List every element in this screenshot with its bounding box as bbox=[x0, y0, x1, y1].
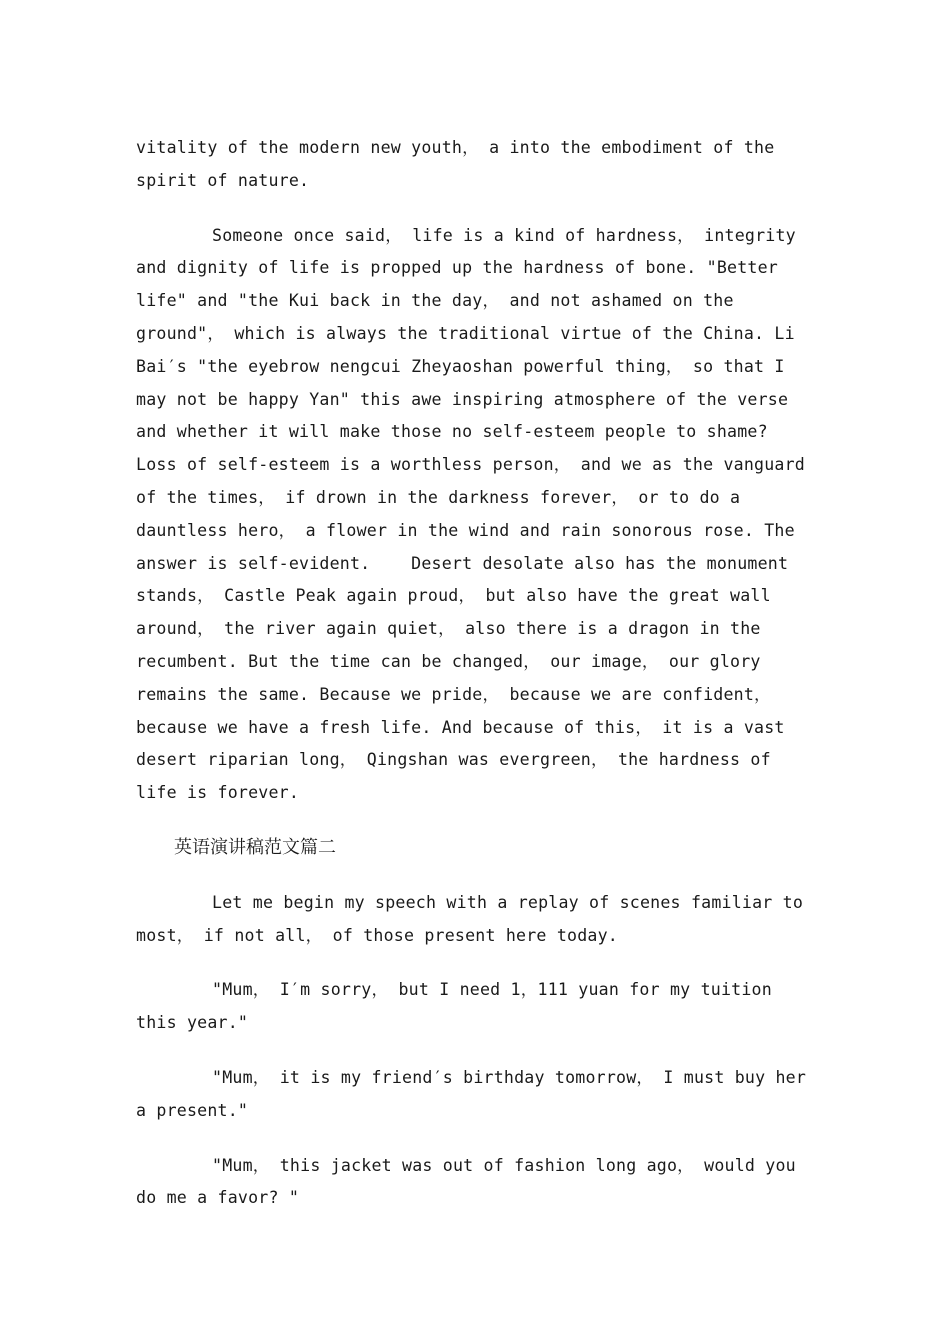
paragraph-hardness-of-life: Someone once said， life is a kind of hardness， integrity and dignity of life is propped up the hardness of bone. "Better life" and "the Kui back in the day， and not ashamed on the ground"， which is always the traditional virtue of the China. Li Bai′s "the eyebrow nengcui Zheyaoshan powerful thing， so that I may not be happy Yan" this awe inspiring atmosphere of the verse and whether it will make those no self-esteem people to shame? Loss of self-esteem is a worthless person， and we as the vanguard of the times， if drown in the darkness forever， or to do a dauntless hero， a flower in the wind and rain sonorous rose. The answer is self-evident. Desert desolate also has the monument stands， Castle Peak again proud， but also have the great wall around， the river again quiet， also there is a dragon in the recumbent. But the time can be changed， our image， our glory remains the same. Because we pride， because we are confident， because we have a fresh life. And because of this， it is a vast desert riparian long， Qingshan was evergreen， the hardness of life is forever. bbox=[136, 225, 816, 803]
paragraph-quote-jacket: "Mum， this jacket was out of fashion long ago， would you do me a favor? " bbox=[136, 1155, 807, 1208]
section-heading: 英语演讲稿范文篇二 bbox=[174, 836, 336, 858]
paragraph-continuation: vitality of the modern new youth， a into the embodiment of the spirit of nature. bbox=[136, 138, 785, 190]
paragraph-speech-intro: Let me begin my speech with a replay of scenes familiar to most， if not all， of those present here today. bbox=[136, 892, 814, 945]
document-page bbox=[136, 132, 816, 1237]
paragraph-quote-tuition: "Mum， I′m sorry， but I need 1，111 yuan for my tuition this year." bbox=[136, 980, 783, 1033]
paragraph-quote-birthday: "Mum， it is my friend′s birthday tomorrow， I must buy her a present." bbox=[136, 1067, 817, 1120]
